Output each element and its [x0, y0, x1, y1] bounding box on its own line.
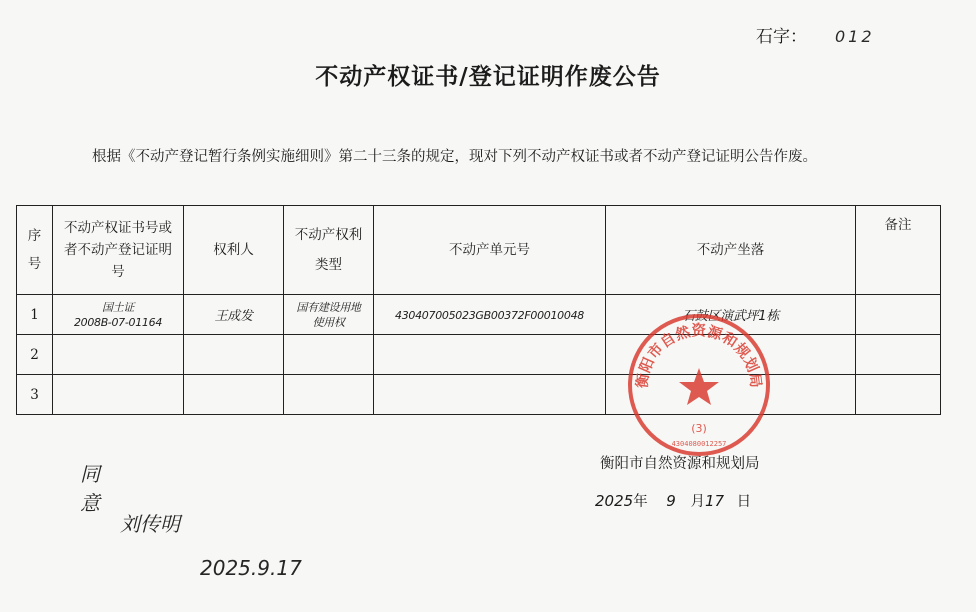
svg-text:衡阳市自然资源和规划局: 衡阳市自然资源和规划局: [634, 323, 764, 390]
official-seal-icon: [624, 310, 774, 460]
date-year-unit: 年: [633, 494, 648, 510]
table-row: [17, 295, 941, 335]
row-seq: 3: [17, 375, 53, 415]
approval-date: 2025.9.17: [200, 556, 302, 580]
row-cert-no: [53, 295, 184, 335]
right-type-line1: 国有建设用地: [296, 300, 361, 314]
row-cert-no: [53, 375, 184, 415]
header-location: 不动产坐落: [606, 206, 856, 295]
table-row: [17, 335, 941, 375]
svg-text:4304080012257: 4304080012257: [671, 440, 727, 448]
date-year: 2025: [595, 492, 634, 510]
row-unit-no: [374, 335, 606, 375]
document-number-value: 012: [835, 27, 875, 46]
row-note: [856, 375, 941, 415]
row-unit-no: [374, 375, 606, 415]
row-right-type: [284, 335, 374, 375]
row-owner: [184, 335, 284, 375]
date-month: 9: [666, 492, 676, 510]
document-number: [756, 22, 875, 47]
notice-body-text: 根据《不动产登记暂行条例实施细则》第二十三条的规定，现对下列不动产权证书或者不动产登记证明公告作废。: [92, 149, 817, 165]
date-day-unit: 日: [736, 494, 752, 510]
row-unit-no: 430407005023GB00372F00010048: [374, 295, 606, 335]
void-notice-table: [16, 205, 941, 415]
row-owner: [184, 375, 284, 415]
header-cert-no: 不动产权证书号或者不动产登记证明号: [53, 206, 184, 295]
row-location: 石鼓区演武坪1栋: [606, 295, 856, 335]
row-right-type: [284, 375, 374, 415]
header-unit-no: 不动产单元号: [374, 206, 606, 295]
approval-signature: 刘传明: [120, 512, 180, 536]
header-seq: 序号: [17, 206, 53, 295]
issuer-name: 衡阳市自然资源和规划局: [600, 456, 760, 472]
table-header-row: [17, 206, 941, 295]
document-number-label: 石字：: [756, 27, 807, 47]
row-cert-no: [53, 335, 184, 375]
cert-no-line1: 国土证: [101, 300, 135, 314]
issue-date: [595, 490, 751, 511]
right-type-line2: 使用权: [312, 315, 345, 329]
row-seq: 1: [17, 295, 53, 335]
table-row: [17, 375, 941, 415]
header-right-type: 不动产权利类型: [284, 206, 374, 295]
approval-comment: 同意: [80, 462, 100, 515]
page-title: 不动产权证书/登记证明作废公告: [315, 64, 661, 90]
cert-no-line2: 2008B-07-01164: [73, 315, 163, 329]
date-day: 17: [704, 492, 725, 510]
header-note: 备注: [856, 206, 941, 295]
svg-text:(3): (3): [691, 422, 707, 435]
row-right-type: [284, 295, 374, 335]
date-month-unit: 月: [690, 494, 705, 510]
header-owner: 权利人: [184, 206, 284, 295]
row-note: [856, 295, 941, 335]
row-owner: 王成发: [184, 295, 284, 335]
row-seq: 2: [17, 335, 53, 375]
row-note: [856, 335, 941, 375]
